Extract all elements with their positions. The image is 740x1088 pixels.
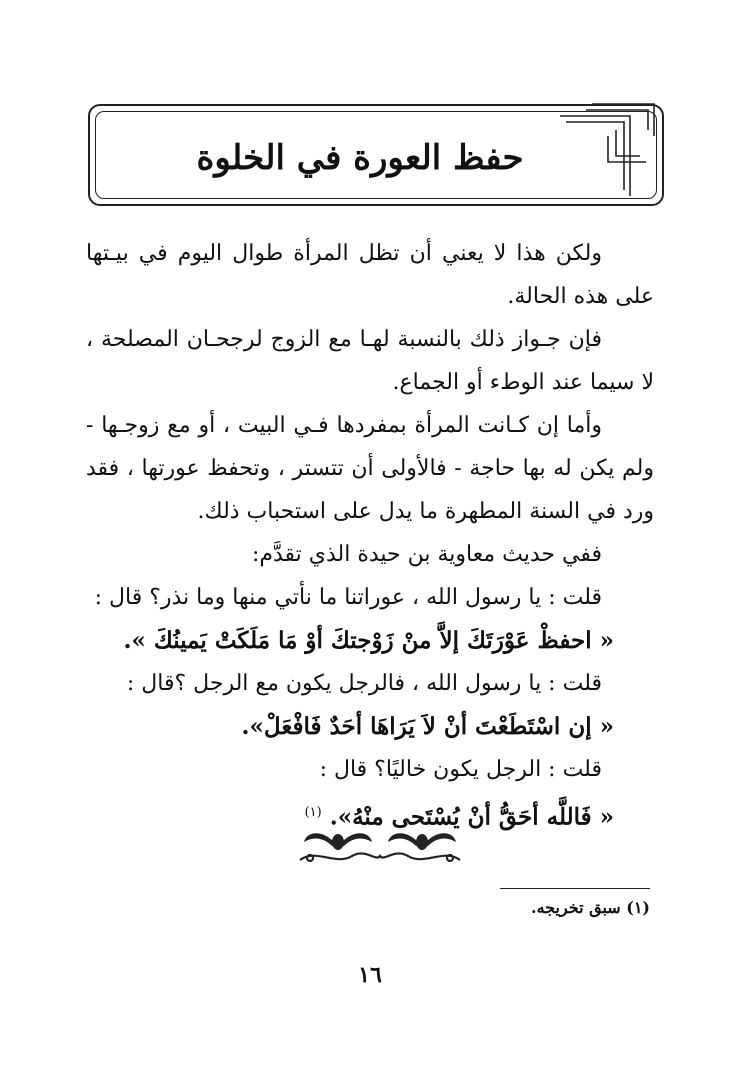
page-title: حفظ العورة في الخلوة [196, 138, 524, 178]
paragraph-1: ولكن هذا لا يعني أن تظل المرأة طوال اليوم في بيـتها على هذه الحالة. [86, 241, 654, 309]
body-text [86, 232, 654, 839]
paragraph-3: وأما إن كـانت المرأة بمفردها فـي البيت ، أو مع زوجـها - ولم يكن له بها حاجة - فالأولى أن تتستر ، وتحفظ عورتها ، فقد ورد في السنة المطهرة ما يدل على استحباب ذلك. [86, 413, 654, 524]
question-2: قلت : يا رسول الله ، فالرجل يكون مع الرجل ؟قال : [126, 671, 602, 696]
question-1: قلت : يا رسول الله ، عوراتنا ما نأتي منها وما نذر؟ قال : [94, 585, 602, 610]
hadith-1: « احفظْ عَوْرَتَكَ إلاَّ منْ زَوْجتكَ أوْ مَا مَلَكَتْ يَمينُكَ ». [123, 627, 614, 654]
footnote: (١) سبق تخريجه. [531, 898, 650, 917]
footnote-separator [500, 888, 650, 889]
floral-divider-icon [296, 822, 464, 868]
question-3: قلت : الرجل يكون خاليًا؟ قال : [319, 757, 602, 782]
footnote-ref: (١) [304, 805, 322, 820]
page-number: ١٦ [358, 962, 382, 988]
hadith-2: « إن اسْتَطَعْتَ أنْ لاَ يَرَاهَا أحَدٌ فَافْعَلْ». [241, 713, 614, 740]
paragraph-2: فإن جـواز ذلك بالنسبة لهـا مع الزوج لرجحـان المصلحة ، لا سيما عند الوطء أو الجماع. [86, 327, 654, 395]
hadith-3-text: « فَاللَّه أحَقُّ أنْ يُسْتَحى منْهُ». [329, 803, 614, 831]
paragraph-4: ففي حديث معاوية بن حيدة الذي تقدَّم: [251, 542, 602, 567]
